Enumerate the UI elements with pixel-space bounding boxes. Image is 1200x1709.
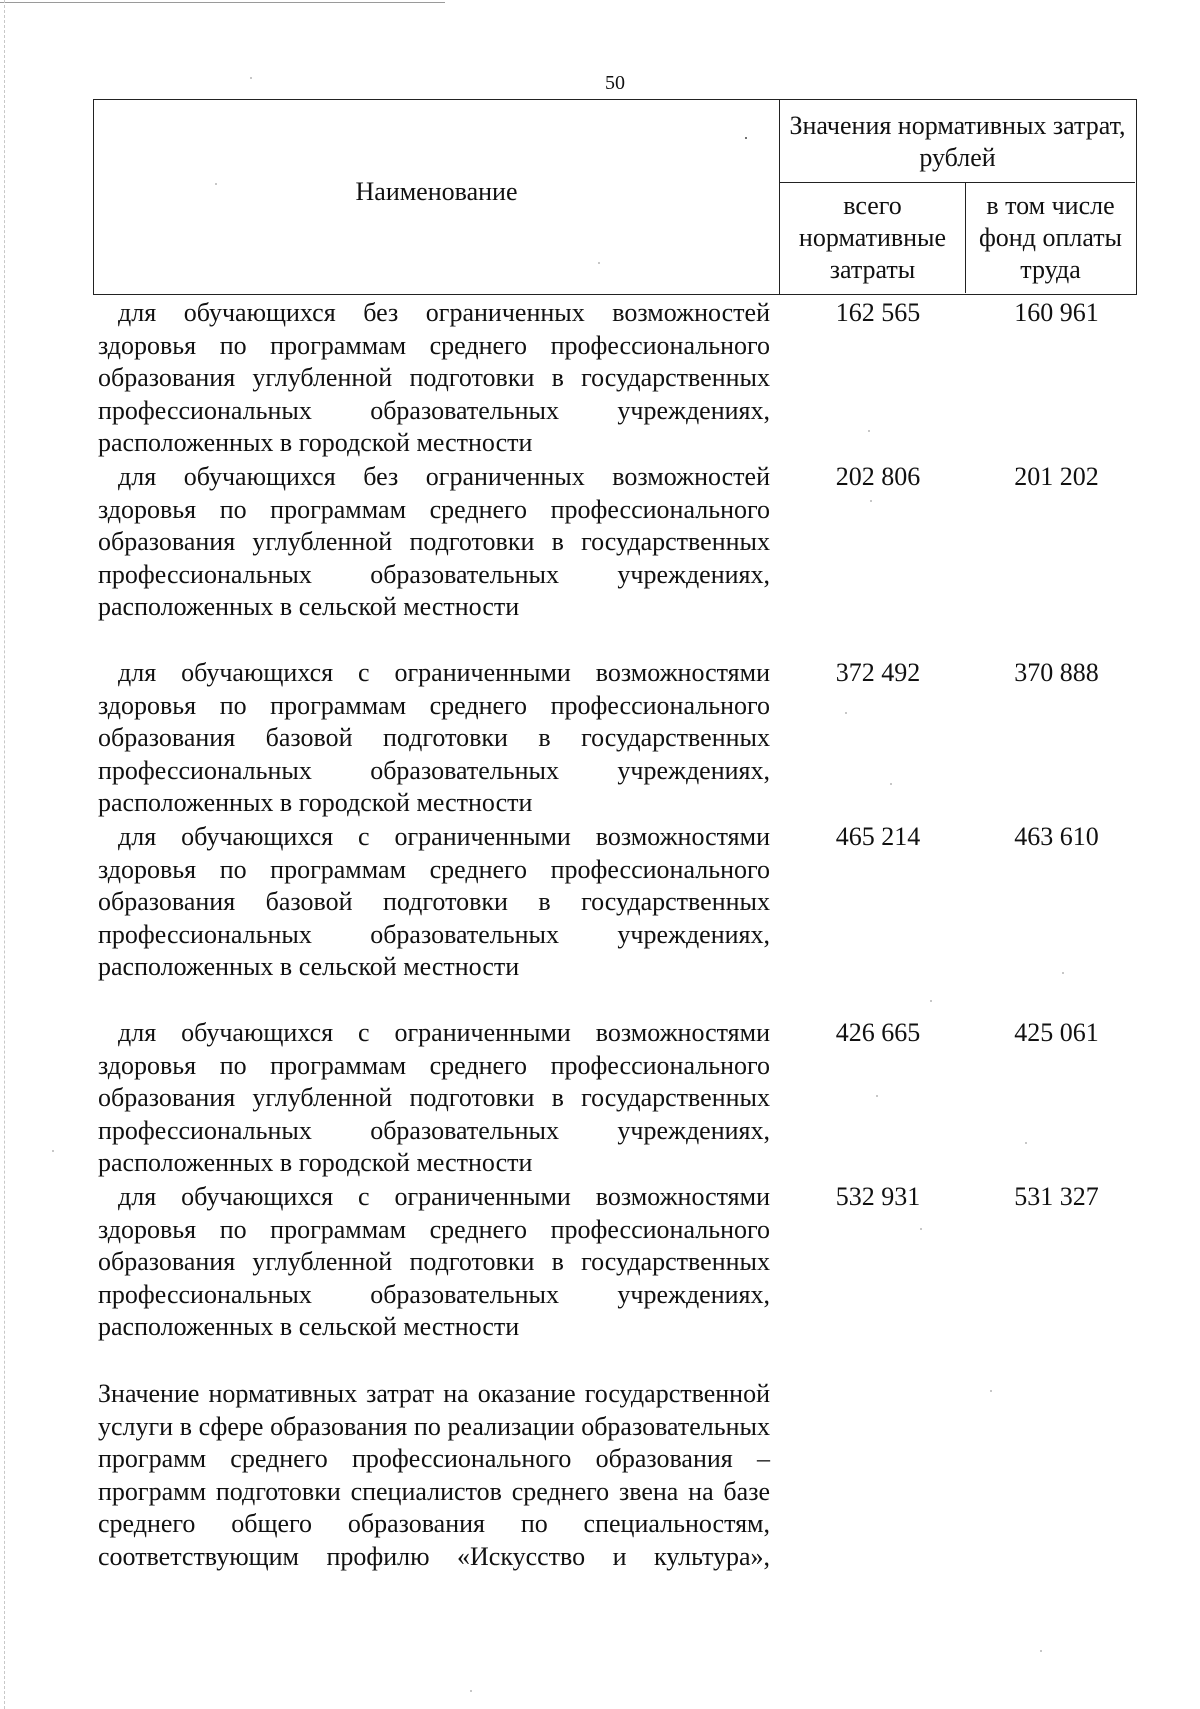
row-description: для обучающихся с ограниченными возможностями здоровья по программам среднего профессионального образования базовой подготовки в государственных профессиональных образовательных учреждениях, расположенных в сельской местности [98, 822, 770, 981]
scan-speck [470, 1690, 472, 1692]
row-description: для обучающихся с ограниченными возможностями здоровья по программам среднего профессионального образования углубленной подготовки в государственных профессиональных образовательных учреждениях, расположенных в городской местности [98, 1018, 770, 1177]
scan-speck [868, 430, 870, 432]
scan-speck [930, 1000, 932, 1002]
scan-speck [598, 262, 600, 264]
scan-speck [876, 1095, 878, 1097]
row-total-costs: 532 931 [835, 1182, 921, 1211]
table-header [93, 99, 1137, 295]
header-total-costs: всего нормативные затраты [780, 183, 966, 293]
row-wage-fund: 531 327 [1014, 1182, 1099, 1211]
header-name-label: Наименование [355, 177, 518, 206]
scan-speck [870, 500, 872, 502]
row-description: для обучающихся без ограниченных возможностей здоровья по программам среднего профессионального образования углубленной подготовки в государственных профессиональных образовательных учреждениях, расположенных в городской местности [98, 298, 770, 457]
scan-speck [1040, 1650, 1042, 1652]
row-description: для обучающихся с ограниченными возможностями здоровья по программам среднего профессионального образования базовой подготовки в государственных профессиональных образовательных учреждениях, расположенных в городской местности [98, 658, 770, 817]
row-description: для обучающихся с ограниченными возможностями здоровья по программам среднего профессионального образования углубленной подготовки в государственных профессиональных образовательных учреждениях, расположенных в сельской местности [98, 1182, 770, 1341]
page-number: 50 [605, 72, 625, 94]
row-total-costs: 162 565 [835, 298, 921, 327]
scan-speck [250, 77, 252, 79]
scan-speck [845, 712, 847, 714]
scan-edge-top [0, 2, 445, 3]
row-total-costs: 202 806 [835, 462, 921, 491]
row-total-costs: 426 665 [835, 1018, 921, 1047]
header-wage-fund: в том числе фонд оплаты труда [978, 191, 1123, 284]
row-wage-fund: 463 610 [1014, 822, 1099, 851]
scan-speck [890, 783, 892, 785]
closing-paragraph: Значение нормативных затрат на оказание государственной услуги в сфере образования по реализации образовательных программ среднего профессионального образования – программ подготовки специалистов среднего звена на базе среднего общего образования по специальностям, соответствующим профилю «Искусство и культура», [98, 1379, 770, 1571]
row-description: для обучающихся без ограниченных возможностей здоровья по программам среднего профессионального образования углубленной подготовки в государственных профессиональных образовательных учреждениях, расположенных в сельской местности [98, 462, 770, 621]
row-wage-fund: 201 202 [1014, 462, 1099, 491]
row-total-costs: 372 492 [835, 658, 921, 687]
header-name-cell [94, 100, 780, 294]
row-total-costs: 465 214 [835, 822, 921, 851]
scan-speck [990, 1390, 992, 1392]
row-wage-fund: 425 061 [1014, 1018, 1099, 1047]
scan-edge-left [4, 0, 5, 1709]
header-values-group: Значения нормативных затрат, рублей [780, 100, 1135, 183]
scan-speck [1062, 972, 1064, 974]
row-wage-fund: 370 888 [1014, 658, 1099, 687]
scan-speck [745, 137, 747, 139]
row-wage-fund: 160 961 [1014, 298, 1099, 327]
scan-speck [920, 1228, 922, 1230]
scan-speck [215, 183, 217, 185]
scan-speck [52, 1150, 54, 1152]
scan-speck [1025, 1142, 1027, 1144]
